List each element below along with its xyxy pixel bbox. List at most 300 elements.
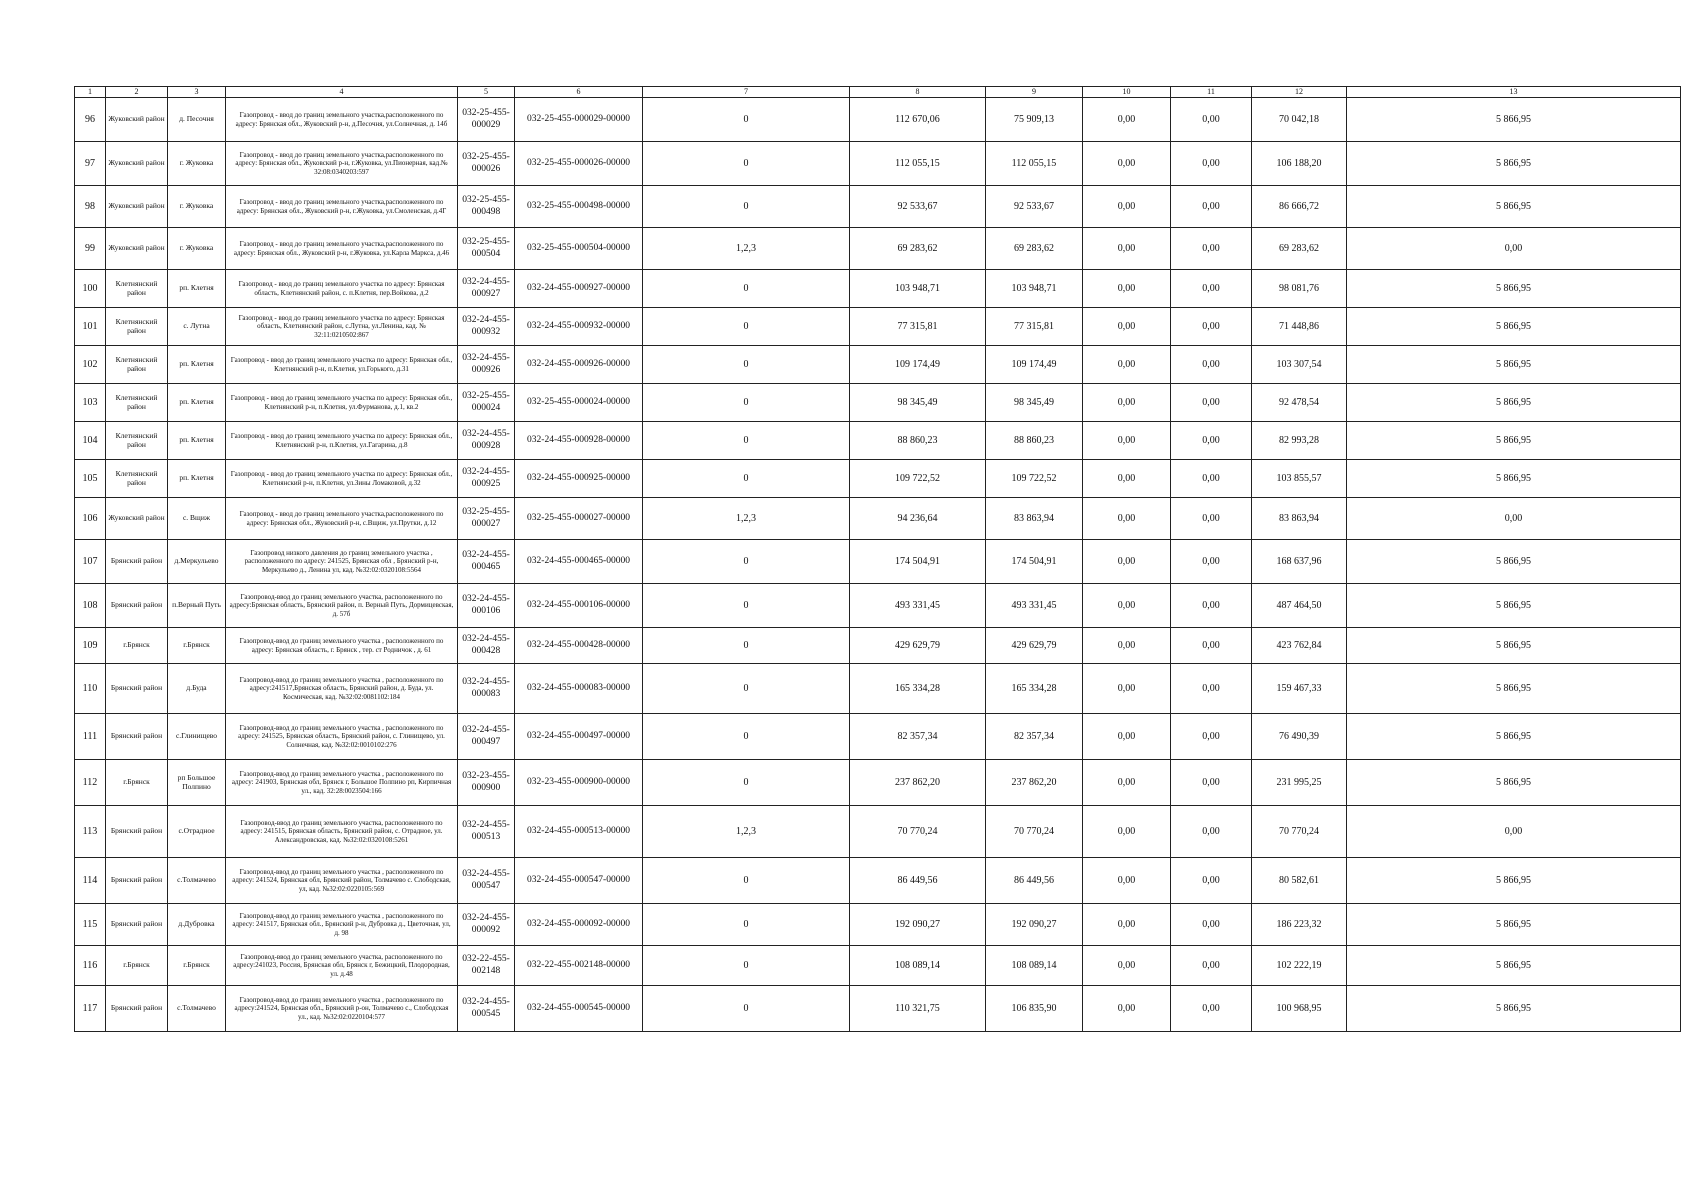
col7-value: 0 bbox=[643, 346, 850, 384]
object-full-code: 032-24-455-000106-00000 bbox=[515, 584, 643, 628]
col10-value: 0,00 bbox=[1083, 760, 1171, 806]
col7-value: 0 bbox=[643, 946, 850, 986]
col12-value: 106 188,20 bbox=[1252, 142, 1347, 186]
col12-value: 80 582,61 bbox=[1252, 858, 1347, 904]
col13-value: 5 866,95 bbox=[1347, 186, 1681, 228]
col9-value: 108 089,14 bbox=[986, 946, 1083, 986]
col8-value: 88 860,23 bbox=[850, 422, 986, 460]
col11-value: 0,00 bbox=[1171, 760, 1252, 806]
column-number: 10 bbox=[1083, 87, 1171, 98]
district-cell: Клетнянский район bbox=[106, 270, 168, 308]
col7-value: 0 bbox=[643, 308, 850, 346]
object-code: 032-24-455-000932 bbox=[458, 308, 515, 346]
object-description: Газопровод - ввод до границ земельного участка по адресу: Брянская обл., Клетнянский р-н, п.Клетня, ул.Фурманова, д.1, кв.2 bbox=[226, 384, 458, 422]
row-number: 115 bbox=[75, 904, 106, 946]
district-cell: Жуковский район bbox=[106, 228, 168, 270]
row-number: 116 bbox=[75, 946, 106, 986]
column-number: 1 bbox=[75, 87, 106, 98]
col11-value: 0,00 bbox=[1171, 346, 1252, 384]
district-cell: г.Брянск bbox=[106, 760, 168, 806]
col12-value: 83 863,94 bbox=[1252, 498, 1347, 540]
col11-value: 0,00 bbox=[1171, 384, 1252, 422]
locality-cell: с.Отрадное bbox=[168, 806, 226, 858]
locality-cell: г. Жуковка bbox=[168, 142, 226, 186]
col13-value: 5 866,95 bbox=[1347, 946, 1681, 986]
col10-value: 0,00 bbox=[1083, 346, 1171, 384]
col8-value: 109 174,49 bbox=[850, 346, 986, 384]
locality-cell: рп. Клетня bbox=[168, 346, 226, 384]
object-full-code: 032-24-455-000928-00000 bbox=[515, 422, 643, 460]
col8-value: 69 283,62 bbox=[850, 228, 986, 270]
col13-value: 5 866,95 bbox=[1347, 460, 1681, 498]
col13-value: 5 866,95 bbox=[1347, 142, 1681, 186]
col13-value: 5 866,95 bbox=[1347, 98, 1681, 142]
col10-value: 0,00 bbox=[1083, 584, 1171, 628]
column-number: 9 bbox=[986, 87, 1083, 98]
table-row bbox=[75, 228, 1681, 270]
col8-value: 70 770,24 bbox=[850, 806, 986, 858]
col10-value: 0,00 bbox=[1083, 858, 1171, 904]
col13-value: 5 866,95 bbox=[1347, 308, 1681, 346]
col13-value: 5 866,95 bbox=[1347, 422, 1681, 460]
row-number: 114 bbox=[75, 858, 106, 904]
row-number: 110 bbox=[75, 664, 106, 714]
object-description: Газопровод - ввод до границ земельного участка,расположенного по адресу: Брянская обл., Жуковский р-н, г.Жуковка, ул.Карла Маркса, д.46 bbox=[226, 228, 458, 270]
col9-value: 106 835,90 bbox=[986, 986, 1083, 1032]
table-row bbox=[75, 584, 1681, 628]
col12-value: 69 283,62 bbox=[1252, 228, 1347, 270]
object-description: Газопровод-ввод до границ земельного участка , расположенного по адресу: Брянская область, г. Брянск , тер. ст Родничок , д. 61 bbox=[226, 628, 458, 664]
object-full-code: 032-24-455-000497-00000 bbox=[515, 714, 643, 760]
locality-cell: с. Лутна bbox=[168, 308, 226, 346]
col10-value: 0,00 bbox=[1083, 664, 1171, 714]
col10-value: 0,00 bbox=[1083, 628, 1171, 664]
district-cell: Брянский район bbox=[106, 806, 168, 858]
col8-value: 108 089,14 bbox=[850, 946, 986, 986]
col9-value: 174 504,91 bbox=[986, 540, 1083, 584]
locality-cell: г. Жуковка bbox=[168, 186, 226, 228]
district-cell: Брянский район bbox=[106, 986, 168, 1032]
column-number-row bbox=[75, 87, 1681, 98]
object-code: 032-25-455-000504 bbox=[458, 228, 515, 270]
table-row bbox=[75, 858, 1681, 904]
col10-value: 0,00 bbox=[1083, 806, 1171, 858]
column-number: 12 bbox=[1252, 87, 1347, 98]
object-description: Газопровод-ввод до границ земельного участка , расположенного по адресу: 241903, Брянская обл, Брянск г, Большое Полпино рп, Кирпичная ул., кад. 32:28:0023504:166 bbox=[226, 760, 458, 806]
table-row bbox=[75, 308, 1681, 346]
object-full-code: 032-24-455-000545-00000 bbox=[515, 986, 643, 1032]
col9-value: 112 055,15 bbox=[986, 142, 1083, 186]
object-full-code: 032-25-455-000029-00000 bbox=[515, 98, 643, 142]
col8-value: 82 357,34 bbox=[850, 714, 986, 760]
object-full-code: 032-24-455-000927-00000 bbox=[515, 270, 643, 308]
row-number: 108 bbox=[75, 584, 106, 628]
col12-value: 98 081,76 bbox=[1252, 270, 1347, 308]
object-full-code: 032-24-455-000092-00000 bbox=[515, 904, 643, 946]
col11-value: 0,00 bbox=[1171, 628, 1252, 664]
row-number: 117 bbox=[75, 986, 106, 1032]
col13-value: 5 866,95 bbox=[1347, 858, 1681, 904]
row-number: 106 bbox=[75, 498, 106, 540]
locality-cell: г.Брянск bbox=[168, 946, 226, 986]
column-number: 3 bbox=[168, 87, 226, 98]
object-code: 032-24-455-000513 bbox=[458, 806, 515, 858]
object-full-code: 032-24-455-000428-00000 bbox=[515, 628, 643, 664]
col10-value: 0,00 bbox=[1083, 98, 1171, 142]
col13-value: 5 866,95 bbox=[1347, 986, 1681, 1032]
locality-cell: рп Большое Полпино bbox=[168, 760, 226, 806]
col7-value: 0 bbox=[643, 422, 850, 460]
object-description: Газопровод - ввод до границ земельного участка по адресу: Брянская обл., Клетнянский р-н, п.Клетня, ул.Зины Ломаковой, д.32 bbox=[226, 460, 458, 498]
col11-value: 0,00 bbox=[1171, 186, 1252, 228]
col9-value: 109 722,52 bbox=[986, 460, 1083, 498]
col12-value: 103 307,54 bbox=[1252, 346, 1347, 384]
row-number: 98 bbox=[75, 186, 106, 228]
object-full-code: 032-24-455-000083-00000 bbox=[515, 664, 643, 714]
col8-value: 112 055,15 bbox=[850, 142, 986, 186]
object-description: Газопровод-ввод до границ земельного участка, расположенного по адресу: 241515, Брянская область, Брянский район, с. Отрадное, ул. Александровская, кад. №32:02:0320108:5261 bbox=[226, 806, 458, 858]
col9-value: 103 948,71 bbox=[986, 270, 1083, 308]
object-description: Газопровод - ввод до границ земельного участка по адресу: Брянская обл., Клетнянский р-н, п.Клетня, ул.Горького, д.31 bbox=[226, 346, 458, 384]
column-number: 2 bbox=[106, 87, 168, 98]
col9-value: 70 770,24 bbox=[986, 806, 1083, 858]
row-number: 99 bbox=[75, 228, 106, 270]
col11-value: 0,00 bbox=[1171, 460, 1252, 498]
col13-value: 0,00 bbox=[1347, 806, 1681, 858]
col11-value: 0,00 bbox=[1171, 584, 1252, 628]
object-code: 032-24-455-000465 bbox=[458, 540, 515, 584]
locality-cell: д.Буда bbox=[168, 664, 226, 714]
object-code: 032-24-455-000927 bbox=[458, 270, 515, 308]
row-number: 104 bbox=[75, 422, 106, 460]
district-cell: Клетнянский район bbox=[106, 384, 168, 422]
col11-value: 0,00 bbox=[1171, 422, 1252, 460]
object-full-code: 032-24-455-000926-00000 bbox=[515, 346, 643, 384]
col12-value: 186 223,32 bbox=[1252, 904, 1347, 946]
object-description: Газопровод - ввод до границ земельного участка,расположенного по адресу: Брянская обл., Жуковский р-н, с.Вщиж, ул.Прутки, д.12 bbox=[226, 498, 458, 540]
object-full-code: 032-24-455-000932-00000 bbox=[515, 308, 643, 346]
district-cell: Брянский район bbox=[106, 540, 168, 584]
col7-value: 0 bbox=[643, 142, 850, 186]
col10-value: 0,00 bbox=[1083, 460, 1171, 498]
table-row bbox=[75, 186, 1681, 228]
col10-value: 0,00 bbox=[1083, 142, 1171, 186]
col7-value: 0 bbox=[643, 904, 850, 946]
col12-value: 423 762,84 bbox=[1252, 628, 1347, 664]
table-body bbox=[75, 98, 1681, 1032]
col9-value: 92 533,67 bbox=[986, 186, 1083, 228]
row-number: 103 bbox=[75, 384, 106, 422]
object-full-code: 032-25-455-000027-00000 bbox=[515, 498, 643, 540]
column-number: 5 bbox=[458, 87, 515, 98]
object-code: 032-24-455-000092 bbox=[458, 904, 515, 946]
object-description: Газопровод-ввод до границ земельного участка, расположенного по адресу:Брянская область, Брянский район, п. Верный Путь, Дормицевская, д. 57б bbox=[226, 584, 458, 628]
col9-value: 192 090,27 bbox=[986, 904, 1083, 946]
table-row bbox=[75, 384, 1681, 422]
col7-value: 0 bbox=[643, 460, 850, 498]
col10-value: 0,00 bbox=[1083, 714, 1171, 760]
column-number: 11 bbox=[1171, 87, 1252, 98]
object-description: Газопровод - ввод до границ земельного участка по адресу: Брянская область, Клетнянский район, с. п.Клетня, пер.Войкова, д.2 bbox=[226, 270, 458, 308]
col10-value: 0,00 bbox=[1083, 498, 1171, 540]
object-description: Газопровод-ввод до границ земельного участка , расположенного по адресу:241517,Брянская область, Брянский район, д. Буда, ул. Космическая, кад. №32:02:0081102:184 bbox=[226, 664, 458, 714]
object-code: 032-25-455-000026 bbox=[458, 142, 515, 186]
col9-value: 109 174,49 bbox=[986, 346, 1083, 384]
locality-cell: д. Песочня bbox=[168, 98, 226, 142]
row-number: 113 bbox=[75, 806, 106, 858]
col13-value: 5 866,95 bbox=[1347, 664, 1681, 714]
district-cell: Жуковский район bbox=[106, 98, 168, 142]
locality-cell: с.Глинищево bbox=[168, 714, 226, 760]
col12-value: 70 770,24 bbox=[1252, 806, 1347, 858]
table-row bbox=[75, 540, 1681, 584]
locality-cell: с.Толмачево bbox=[168, 858, 226, 904]
object-code: 032-24-455-000928 bbox=[458, 422, 515, 460]
col10-value: 0,00 bbox=[1083, 986, 1171, 1032]
object-code: 032-25-455-000024 bbox=[458, 384, 515, 422]
col7-value: 1,2,3 bbox=[643, 228, 850, 270]
col10-value: 0,00 bbox=[1083, 270, 1171, 308]
col12-value: 86 666,72 bbox=[1252, 186, 1347, 228]
object-description: Газопровод-ввод до границ земельного участка , расположенного по адресу:241524, Брянская обл., Брянский р-он, Толмачево с., Слободская ул., кад. №32:02:0220104:577 bbox=[226, 986, 458, 1032]
table-row bbox=[75, 760, 1681, 806]
col9-value: 98 345,49 bbox=[986, 384, 1083, 422]
col9-value: 86 449,56 bbox=[986, 858, 1083, 904]
column-number: 4 bbox=[226, 87, 458, 98]
col7-value: 0 bbox=[643, 664, 850, 714]
object-description: Газопровод-ввод до границ земельного участка , расположенного по адресу: 241517, Брянская обл., Брянский р-н, Дубровка д., Цветочная, ул, д. 98 bbox=[226, 904, 458, 946]
row-number: 102 bbox=[75, 346, 106, 384]
col9-value: 165 334,28 bbox=[986, 664, 1083, 714]
col11-value: 0,00 bbox=[1171, 270, 1252, 308]
col12-value: 70 042,18 bbox=[1252, 98, 1347, 142]
col10-value: 0,00 bbox=[1083, 946, 1171, 986]
col8-value: 110 321,75 bbox=[850, 986, 986, 1032]
col11-value: 0,00 bbox=[1171, 540, 1252, 584]
col11-value: 0,00 bbox=[1171, 986, 1252, 1032]
object-code: 032-24-455-000106 bbox=[458, 584, 515, 628]
col8-value: 94 236,64 bbox=[850, 498, 986, 540]
district-cell: Брянский район bbox=[106, 584, 168, 628]
table-row bbox=[75, 664, 1681, 714]
table-row bbox=[75, 270, 1681, 308]
object-code: 032-24-455-000925 bbox=[458, 460, 515, 498]
row-number: 97 bbox=[75, 142, 106, 186]
col8-value: 86 449,56 bbox=[850, 858, 986, 904]
col7-value: 1,2,3 bbox=[643, 498, 850, 540]
district-cell: г.Брянск bbox=[106, 628, 168, 664]
district-cell: Брянский район bbox=[106, 904, 168, 946]
col7-value: 0 bbox=[643, 98, 850, 142]
col8-value: 77 315,81 bbox=[850, 308, 986, 346]
col9-value: 82 357,34 bbox=[986, 714, 1083, 760]
col7-value: 0 bbox=[643, 986, 850, 1032]
col7-value: 1,2,3 bbox=[643, 806, 850, 858]
col9-value: 88 860,23 bbox=[986, 422, 1083, 460]
object-code: 032-24-455-000926 bbox=[458, 346, 515, 384]
col7-value: 0 bbox=[643, 540, 850, 584]
row-number: 105 bbox=[75, 460, 106, 498]
col13-value: 5 866,95 bbox=[1347, 384, 1681, 422]
col11-value: 0,00 bbox=[1171, 664, 1252, 714]
object-description: Газопровод-ввод до границ земельного участка , расположенного по адресу: 241525, Брянская область, Брянский район, с. Глинищево, ул. Солнечная, кад. №32:02:0010102:276 bbox=[226, 714, 458, 760]
object-full-code: 032-25-455-000024-00000 bbox=[515, 384, 643, 422]
col10-value: 0,00 bbox=[1083, 540, 1171, 584]
column-number: 6 bbox=[515, 87, 643, 98]
district-cell: Жуковский район bbox=[106, 186, 168, 228]
district-cell: г.Брянск bbox=[106, 946, 168, 986]
col9-value: 69 283,62 bbox=[986, 228, 1083, 270]
object-description: Газопровод - ввод до границ земельного участка,расположенного по адресу: Брянская обл., Жуковский р-н, д.Песочня, ул.Солнечная, д. 14б bbox=[226, 98, 458, 142]
col13-value: 0,00 bbox=[1347, 498, 1681, 540]
locality-cell: рп. Клетня bbox=[168, 384, 226, 422]
col11-value: 0,00 bbox=[1171, 946, 1252, 986]
object-code: 032-24-455-000428 bbox=[458, 628, 515, 664]
locality-cell: д.Меркульево bbox=[168, 540, 226, 584]
col10-value: 0,00 bbox=[1083, 384, 1171, 422]
col7-value: 0 bbox=[643, 628, 850, 664]
column-number: 7 bbox=[643, 87, 850, 98]
object-description: Газопровод низкого давления до границ земельного участка , расположенного по адресу: 241525, Брянская обл , Брянский р-н, Меркульево д., Ленина ул, кад. №32:02:0320108:5564 bbox=[226, 540, 458, 584]
object-code: 032-23-455-000900 bbox=[458, 760, 515, 806]
col11-value: 0,00 bbox=[1171, 498, 1252, 540]
object-full-code: 032-25-455-000498-00000 bbox=[515, 186, 643, 228]
district-cell: Брянский район bbox=[106, 664, 168, 714]
district-cell: Клетнянский район bbox=[106, 308, 168, 346]
col12-value: 487 464,50 bbox=[1252, 584, 1347, 628]
col11-value: 0,00 bbox=[1171, 904, 1252, 946]
col7-value: 0 bbox=[643, 858, 850, 904]
object-description: Газопровод - ввод до границ земельного участка по адресу: Брянская область, Клетнянский район, с.Лутна, ул.Ленина, кад. № 32:11:0210502:867 bbox=[226, 308, 458, 346]
col7-value: 0 bbox=[643, 186, 850, 228]
table-row bbox=[75, 904, 1681, 946]
column-number: 8 bbox=[850, 87, 986, 98]
col12-value: 102 222,19 bbox=[1252, 946, 1347, 986]
col13-value: 5 866,95 bbox=[1347, 760, 1681, 806]
col12-value: 231 995,25 bbox=[1252, 760, 1347, 806]
data-table bbox=[74, 86, 1681, 1032]
col11-value: 0,00 bbox=[1171, 714, 1252, 760]
object-full-code: 032-22-455-002148-00000 bbox=[515, 946, 643, 986]
col7-value: 0 bbox=[643, 584, 850, 628]
col13-value: 0,00 bbox=[1347, 228, 1681, 270]
column-number: 13 bbox=[1347, 87, 1681, 98]
table-row bbox=[75, 946, 1681, 986]
col9-value: 75 909,13 bbox=[986, 98, 1083, 142]
col12-value: 92 478,54 bbox=[1252, 384, 1347, 422]
object-code: 032-25-455-000029 bbox=[458, 98, 515, 142]
row-number: 96 bbox=[75, 98, 106, 142]
object-code: 032-24-455-000547 bbox=[458, 858, 515, 904]
row-number: 112 bbox=[75, 760, 106, 806]
table-row bbox=[75, 628, 1681, 664]
col8-value: 429 629,79 bbox=[850, 628, 986, 664]
col8-value: 192 090,27 bbox=[850, 904, 986, 946]
col8-value: 112 670,06 bbox=[850, 98, 986, 142]
object-description: Газопровод-ввод до границ земельного участка , расположенного по адресу: 241524, Брянская обл, Брянский район, Толмачево с. Слободская, ул, кад. №32:02:0220105:569 bbox=[226, 858, 458, 904]
object-code: 032-24-455-000497 bbox=[458, 714, 515, 760]
col10-value: 0,00 bbox=[1083, 422, 1171, 460]
object-code: 032-24-455-000545 bbox=[458, 986, 515, 1032]
col7-value: 0 bbox=[643, 384, 850, 422]
district-cell: Брянский район bbox=[106, 714, 168, 760]
col10-value: 0,00 bbox=[1083, 228, 1171, 270]
col7-value: 0 bbox=[643, 760, 850, 806]
table-row bbox=[75, 714, 1681, 760]
col8-value: 103 948,71 bbox=[850, 270, 986, 308]
object-description: Газопровод - ввод до границ земельного участка по адресу: Брянская обл., Клетнянский р-н, п.Клетня, ул.Гагарина, д.8 bbox=[226, 422, 458, 460]
object-code: 032-25-455-000027 bbox=[458, 498, 515, 540]
locality-cell: п.Верный Путь bbox=[168, 584, 226, 628]
district-cell: Жуковский район bbox=[106, 498, 168, 540]
table-row bbox=[75, 460, 1681, 498]
row-number: 109 bbox=[75, 628, 106, 664]
col8-value: 109 722,52 bbox=[850, 460, 986, 498]
col8-value: 237 862,20 bbox=[850, 760, 986, 806]
object-full-code: 032-24-455-000547-00000 bbox=[515, 858, 643, 904]
locality-cell: с. Вщиж bbox=[168, 498, 226, 540]
object-code: 032-22-455-002148 bbox=[458, 946, 515, 986]
row-number: 111 bbox=[75, 714, 106, 760]
locality-cell: г.Брянск bbox=[168, 628, 226, 664]
col12-value: 71 448,86 bbox=[1252, 308, 1347, 346]
col12-value: 168 637,96 bbox=[1252, 540, 1347, 584]
col11-value: 0,00 bbox=[1171, 142, 1252, 186]
row-number: 107 bbox=[75, 540, 106, 584]
district-cell: Клетнянский район bbox=[106, 346, 168, 384]
locality-cell: рп. Клетня bbox=[168, 422, 226, 460]
col11-value: 0,00 bbox=[1171, 98, 1252, 142]
col7-value: 0 bbox=[643, 270, 850, 308]
col13-value: 5 866,95 bbox=[1347, 628, 1681, 664]
table-row bbox=[75, 142, 1681, 186]
col7-value: 0 bbox=[643, 714, 850, 760]
document-sheet bbox=[74, 86, 1680, 1032]
object-full-code: 032-25-455-000026-00000 bbox=[515, 142, 643, 186]
district-cell: Клетнянский район bbox=[106, 460, 168, 498]
col9-value: 77 315,81 bbox=[986, 308, 1083, 346]
col10-value: 0,00 bbox=[1083, 186, 1171, 228]
col9-value: 83 863,94 bbox=[986, 498, 1083, 540]
locality-cell: рп. Клетня bbox=[168, 270, 226, 308]
col10-value: 0,00 bbox=[1083, 904, 1171, 946]
locality-cell: д.Дубровка bbox=[168, 904, 226, 946]
table-row bbox=[75, 986, 1681, 1032]
col10-value: 0,00 bbox=[1083, 308, 1171, 346]
locality-cell: рп. Клетня bbox=[168, 460, 226, 498]
table-row bbox=[75, 346, 1681, 384]
col12-value: 103 855,57 bbox=[1252, 460, 1347, 498]
object-code: 032-24-455-000083 bbox=[458, 664, 515, 714]
table-row bbox=[75, 806, 1681, 858]
col13-value: 5 866,95 bbox=[1347, 270, 1681, 308]
col12-value: 82 993,28 bbox=[1252, 422, 1347, 460]
col12-value: 76 490,39 bbox=[1252, 714, 1347, 760]
object-full-code: 032-25-455-000504-00000 bbox=[515, 228, 643, 270]
table-row bbox=[75, 98, 1681, 142]
row-number: 100 bbox=[75, 270, 106, 308]
col11-value: 0,00 bbox=[1171, 228, 1252, 270]
district-cell: Жуковский район bbox=[106, 142, 168, 186]
col9-value: 429 629,79 bbox=[986, 628, 1083, 664]
col11-value: 0,00 bbox=[1171, 308, 1252, 346]
object-code: 032-25-455-000498 bbox=[458, 186, 515, 228]
col13-value: 5 866,95 bbox=[1347, 904, 1681, 946]
col12-value: 159 467,33 bbox=[1252, 664, 1347, 714]
col8-value: 165 334,28 bbox=[850, 664, 986, 714]
object-full-code: 032-24-455-000465-00000 bbox=[515, 540, 643, 584]
locality-cell: с.Толмачево bbox=[168, 986, 226, 1032]
